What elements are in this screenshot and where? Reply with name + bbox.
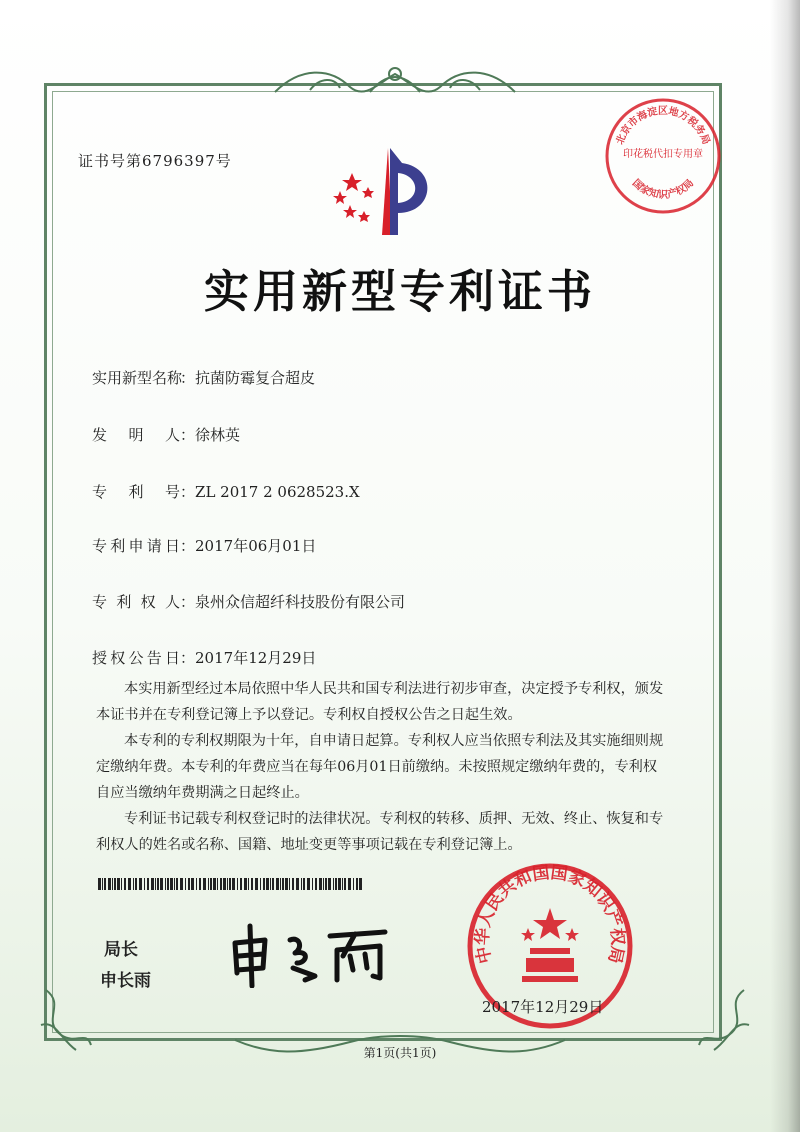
field-patent-number: 专利号：ZL 2017 2 0628523.X xyxy=(92,483,360,501)
tax-stamp-icon xyxy=(602,95,724,217)
certificate-title: 实用新型专利证书 xyxy=(203,265,596,318)
barcode-bar xyxy=(289,878,290,890)
barcode-bar xyxy=(333,878,334,890)
barcode-bar xyxy=(276,878,279,890)
field-label: 实用新型名称 xyxy=(92,369,183,387)
svg-text:国家知识产权局 xyxy=(630,176,696,201)
barcode-bar xyxy=(255,878,258,890)
barcode-bar xyxy=(292,878,294,890)
patent-office-logo-icon xyxy=(330,143,450,238)
barcode-bar xyxy=(135,878,137,890)
barcode-bar xyxy=(307,878,310,890)
certificate-number: 证书号第6796397号 xyxy=(78,152,232,170)
barcode-bar xyxy=(199,878,201,890)
barcode-bar xyxy=(335,878,337,890)
barcode-bar xyxy=(139,878,142,890)
barcode-bar xyxy=(280,878,281,890)
barcode-bar xyxy=(217,878,218,890)
field-value: 徐林英 xyxy=(195,426,241,444)
barcode-bar xyxy=(251,878,253,890)
tax-stamp-center: 印花税代扣专用章 xyxy=(623,149,703,160)
barcode-bar xyxy=(244,878,247,890)
barcode-bar xyxy=(285,878,288,890)
barcode-bar xyxy=(359,878,362,890)
barcode-bar xyxy=(165,878,166,890)
barcode-bar xyxy=(356,878,358,890)
barcode-bar xyxy=(185,878,186,890)
barcode-bar xyxy=(151,878,154,890)
field-grant-date: 授权公告日：2017年12月29日 xyxy=(92,649,317,667)
barcode-bar xyxy=(344,878,346,890)
barcode-bar xyxy=(315,878,317,890)
field-value: 抗菌防霉复合超皮 xyxy=(195,369,316,387)
barcode-bar xyxy=(196,878,197,890)
barcode-bar xyxy=(353,878,354,890)
field-label: 专利申请日 xyxy=(92,537,180,555)
stamp-date: 2017年12月29日 xyxy=(482,998,604,1016)
tax-stamp-text: 北京市海淀区地方税务局 xyxy=(614,105,712,147)
barcode-bar xyxy=(191,878,194,890)
field-value: 2017年12月29日 xyxy=(195,649,317,667)
barcode-bar xyxy=(203,878,206,890)
field-utility-model-name: 实用新型名称：抗菌防霉复合超皮 xyxy=(92,369,316,387)
field-label: 专利号 xyxy=(92,483,180,501)
field-inventor: 发明人：徐林英 xyxy=(92,426,241,444)
barcode-bar xyxy=(260,878,261,890)
barcode-bar xyxy=(176,878,178,890)
barcode-bar xyxy=(323,878,324,890)
barcode-bar xyxy=(180,878,183,890)
barcode-bar xyxy=(124,878,126,890)
barcode-bar xyxy=(167,878,169,890)
barcode-bar xyxy=(104,878,106,890)
field-label: 发明人 xyxy=(92,426,180,444)
tax-stamp-bottom-text: 国家知识产权局 xyxy=(629,177,697,201)
barcode-bar xyxy=(155,878,156,890)
barcode-bar xyxy=(348,878,351,890)
barcode-bar xyxy=(213,878,216,890)
seal-text: 中华人民共和国国家知识产权局 xyxy=(472,862,628,966)
barcode-bar xyxy=(210,878,212,890)
barcode-bar xyxy=(114,878,116,890)
legal-statement xyxy=(96,676,670,858)
barcode-bar xyxy=(303,878,305,890)
barcode-bar xyxy=(328,878,331,890)
barcode-bar xyxy=(232,878,235,890)
barcode-bar xyxy=(144,878,145,890)
barcode-bar xyxy=(117,878,120,890)
director-signature xyxy=(225,918,395,988)
field-application-date: 专利申请日：2017年06月01日 xyxy=(92,537,317,555)
barcode-bar xyxy=(98,878,101,890)
paragraph: 本实用新型经过本局依照中华人民共和国专利法进行初步审查，决定授予专利权，颁发本证书并在专利登记簿上予以登记。专利权自授权公告之日起生效。 xyxy=(96,681,664,723)
barcode-bar xyxy=(342,878,343,890)
barcode-bar xyxy=(248,878,249,890)
barcode-bar xyxy=(282,878,284,890)
barcode-bar xyxy=(270,878,271,890)
field-value: 泉州众信超纤科技股份有限公司 xyxy=(195,593,406,611)
barcode-bar xyxy=(128,878,131,890)
barcode-bar xyxy=(227,878,228,890)
barcode-bar xyxy=(223,878,226,890)
barcode-bar xyxy=(325,878,327,890)
barcode-bar xyxy=(208,878,209,890)
barcode-bar xyxy=(102,878,103,890)
field-value: 2017年06月01日 xyxy=(195,537,317,555)
barcode-bar xyxy=(157,878,159,890)
paragraph: 本专利的专利权期限为十年，自申请日起算。专利权人应当依照专利法及其实施细则规定缴纳年费。本专利的年费应当在每年06月01日前缴纳。未按照规定缴纳年费的，专利权自应当缴纳年费期满之日起终止。 xyxy=(96,733,664,801)
barcode-bar xyxy=(237,878,238,890)
field-value: ZL 2017 2 0628523.X xyxy=(195,483,360,501)
director-name: 申长雨 xyxy=(100,971,151,991)
page-number: 第1页(共1页) xyxy=(363,1046,437,1060)
barcode-bar xyxy=(312,878,313,890)
barcode-bar xyxy=(301,878,302,890)
scan-shadow xyxy=(770,0,800,1132)
barcode-bar xyxy=(263,878,265,890)
paragraph: 专利证书记载专利权登记时的法律状况。专利权的转移、质押、无效、终止、恢复和专利权人的姓名或名称、国籍、地址变更等事项记载在专利登记簿上。 xyxy=(96,811,664,853)
barcode-bar xyxy=(220,878,222,890)
barcode-bar xyxy=(112,878,113,890)
field-label: 专利权人 xyxy=(92,593,180,611)
director-title: 局长 xyxy=(104,940,138,960)
barcode-bar xyxy=(296,878,299,890)
barcode-bar xyxy=(229,878,231,890)
barcode-bar xyxy=(338,878,341,890)
field-patentee: 专利权人：泉州众信超纤科技股份有限公司 xyxy=(92,593,406,611)
field-label: 授权公告日 xyxy=(92,649,180,667)
barcode-bar xyxy=(188,878,190,890)
barcode-bar xyxy=(121,878,122,890)
barcode-bar xyxy=(108,878,111,890)
barcode xyxy=(98,878,363,890)
top-ornament-icon xyxy=(270,62,520,102)
barcode-bar xyxy=(266,878,269,890)
barcode-bar xyxy=(240,878,242,890)
barcode-bar xyxy=(160,878,163,890)
barcode-bar xyxy=(272,878,274,890)
barcode-bar xyxy=(147,878,149,890)
barcode-bar xyxy=(133,878,134,890)
barcode-bar xyxy=(174,878,175,890)
barcode-bar xyxy=(319,878,322,890)
barcode-bar xyxy=(170,878,173,890)
